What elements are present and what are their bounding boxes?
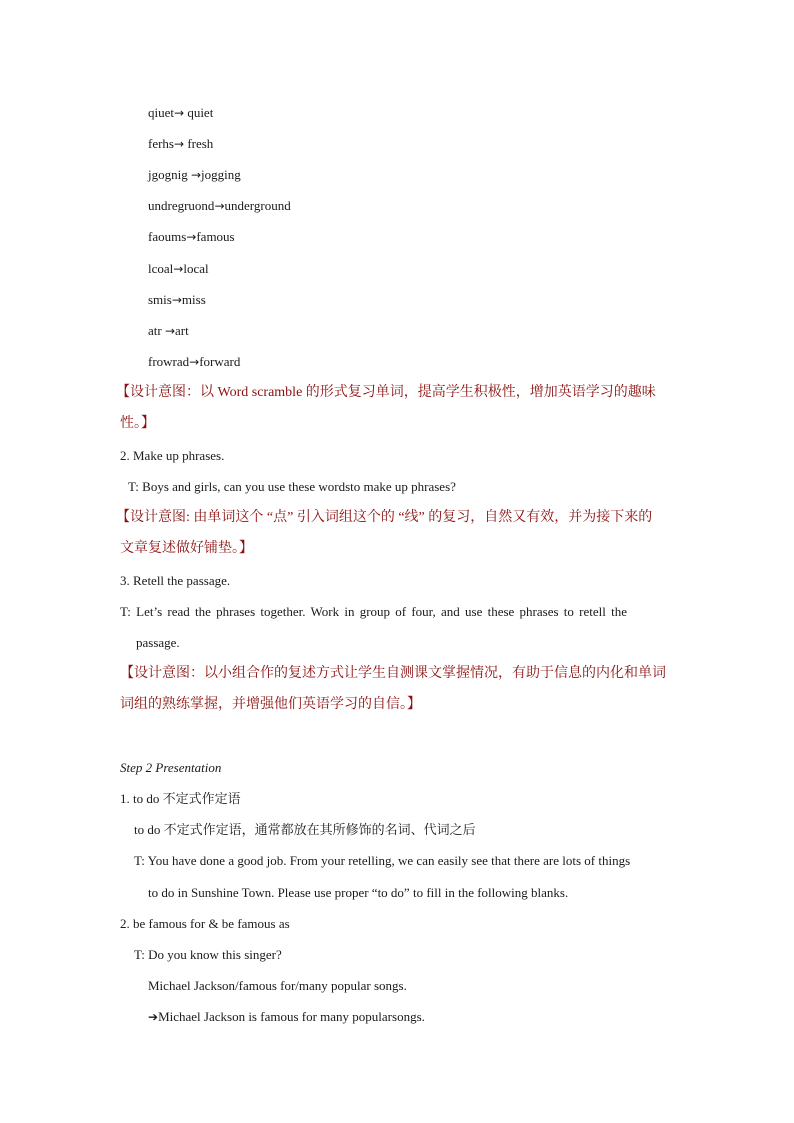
- design-note-3-line2: 词组的熟练掌握，并增强他们英语学习的自信。】: [120, 697, 421, 712]
- arrow-icon: →: [189, 355, 200, 369]
- arrow-icon: →: [174, 106, 185, 120]
- scramble-item: [148, 353, 240, 371]
- arrow-icon: →: [214, 199, 225, 213]
- step-2-heading: Step 2 Presentation: [120, 760, 222, 775]
- answer-word: art: [175, 323, 189, 338]
- answer-word: famous: [196, 229, 235, 244]
- section-1-teacher-line1: T: You have done a good job. From your retelling, we can easily see that there are lots of things: [134, 853, 631, 868]
- scrambled-word: faoums: [148, 229, 187, 244]
- scrambled-word: jgognig: [148, 167, 191, 182]
- scrambled-word: undregruond: [148, 198, 215, 213]
- section-2-answer: Michael Jackson is famous for many popularsongs.: [158, 1009, 425, 1024]
- section-2-teacher-line: T: Do you know this singer?: [134, 947, 282, 962]
- scrambled-word: lcoal: [148, 261, 174, 276]
- design-note-1-line1: 【设计意图：以 Word scramble 的形式复习单词，提高学生积极性，增加英语学习的趣味: [116, 385, 656, 400]
- item-3-teacher-line2: passage.: [136, 635, 180, 650]
- scramble-item: [148, 322, 189, 340]
- scramble-item: [148, 260, 209, 278]
- answer-word: quiet: [184, 105, 214, 120]
- arrow-right-icon: ➔: [148, 1010, 159, 1024]
- design-note-2-line2: 文章复述做好铺垫。】: [120, 541, 253, 556]
- design-note-1-line2: 性。】: [120, 416, 155, 431]
- scrambled-word: qiuet: [148, 105, 174, 120]
- item-2-title: 2. Make up phrases.: [120, 448, 225, 463]
- section-1-teacher-line2: to do in Sunshine Town. Please use proper “to do” to fill in the following blanks.: [148, 885, 569, 900]
- scramble-item: [148, 291, 206, 309]
- scramble-item: [148, 104, 213, 122]
- scramble-item: [148, 135, 213, 153]
- arrow-icon: →: [164, 324, 176, 338]
- section-1-title: 1. to do 不定式作定语: [120, 791, 241, 806]
- section-2-title: 2. be famous for & be famous as: [120, 916, 290, 931]
- scrambled-word: frowrad: [148, 354, 190, 369]
- answer-word: underground: [224, 198, 291, 213]
- design-note-3-line1: 【设计意图：以小组合作的复述方式让学生自测课文掌握情况，有助于信息的内化和单词: [120, 666, 666, 681]
- scramble-item: [148, 228, 235, 246]
- arrow-icon: →: [173, 262, 184, 276]
- answer-word: jogging: [201, 167, 241, 182]
- scrambled-word: ferhs: [148, 136, 174, 151]
- arrow-icon: →: [171, 293, 182, 307]
- scrambled-word: atr: [148, 323, 165, 338]
- arrow-icon: →: [174, 137, 185, 151]
- scramble-item: [148, 197, 291, 215]
- answer-word: forward: [199, 354, 241, 369]
- item-3-title: 3. Retell the passage.: [120, 573, 231, 588]
- scramble-item: [148, 166, 241, 184]
- item-2-teacher-line: T: Boys and girls, can you use these wordsto make up phrases?: [128, 479, 456, 494]
- answer-word: miss: [181, 292, 206, 307]
- arrow-icon: →: [190, 168, 202, 182]
- answer-word: fresh: [184, 136, 214, 151]
- section-2-answer-line: [148, 1008, 425, 1026]
- item-3-teacher-line1: T: Let’s read the phrases together. Work in group of four, and use these phrases to retell the: [120, 604, 627, 619]
- section-1-rule: to do 不定式作定语，通常都放在其所修饰的名词、代词之后: [134, 822, 476, 837]
- section-2-prompt: Michael Jackson/famous for/many popular songs.: [148, 978, 407, 993]
- design-note-2-line1: 【设计意图: 由单词这个 “点” 引入词组这个的 “线” 的复习，自然又有效，并为接下来的: [116, 510, 653, 525]
- scrambled-word: smis: [148, 292, 172, 307]
- answer-word: local: [183, 261, 209, 276]
- arrow-icon: →: [186, 230, 197, 244]
